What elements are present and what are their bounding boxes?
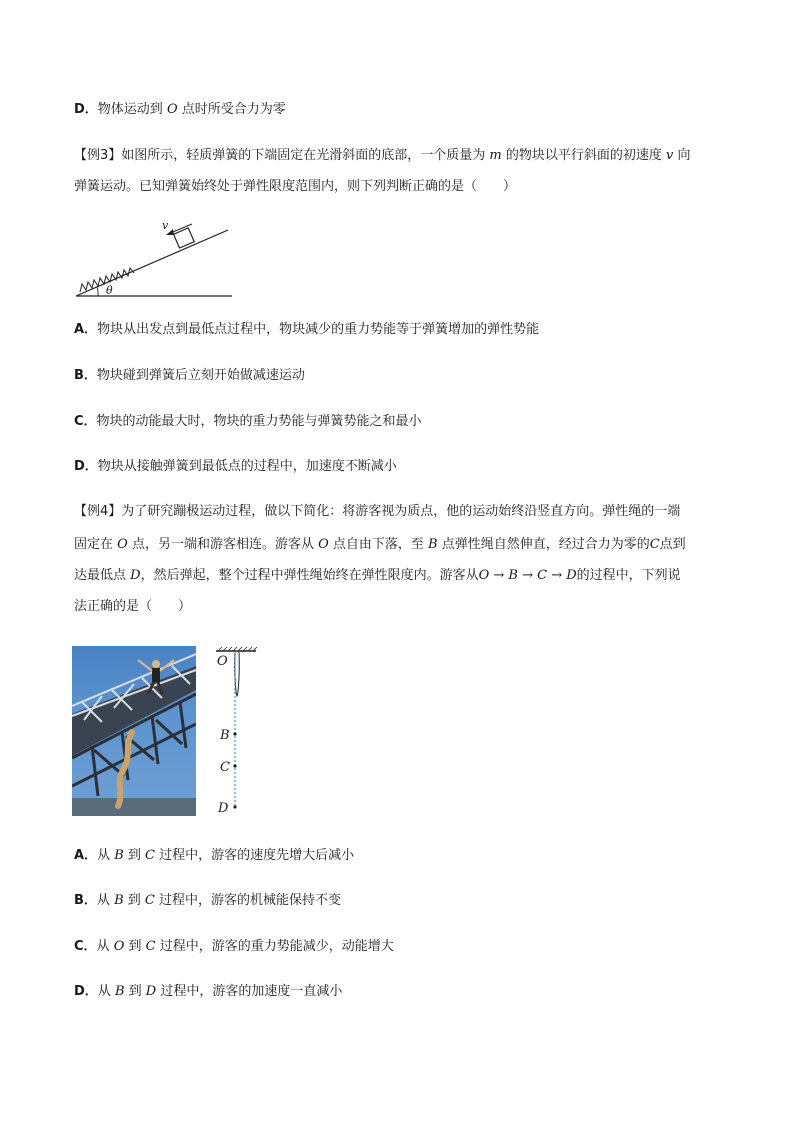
prev-option-d: D．物体运动到 O 点时所受合力为零 [74, 102, 286, 117]
angle-arc [97, 287, 98, 296]
ex3-stem-line2: 弹簧运动。已知弹簧始终处于弹性限度范围内，则下列判断正确的是（ ） [74, 179, 517, 194]
point-d [233, 805, 236, 808]
bungee-cord [118, 732, 132, 806]
angle-label: θ [106, 284, 113, 297]
velocity-label: v [162, 219, 169, 232]
incline-spring-figure [72, 216, 237, 300]
label-b: B [220, 728, 230, 743]
bungee-scene-graphic [72, 646, 196, 816]
ex3-option-c: C．物块的动能最大时，物块的重力势能与弹簧势能之和最小 [74, 414, 422, 429]
bungee-diagram [210, 646, 266, 818]
label-o: O [217, 654, 228, 669]
ex3-option-a: A．物块从出发点到最低点过程中，物块减少的重力势能等于弹簧增加的弹性势能 [74, 322, 540, 337]
ex4-stem-line1: 【例4】为了研究蹦极运动过程，做以下简化：将游客视为质点，他的运动始终沿竖直方向。弹性绳的一端 [74, 504, 681, 519]
option-letter: D． [74, 102, 98, 117]
example-tag: 【例3】 [74, 148, 122, 163]
incline-surface [76, 230, 228, 296]
ex3-option-d: D．物块从接触弹簧到最低点的过程中，加速度不断减小 [74, 459, 397, 474]
bungee-photo [72, 646, 196, 816]
point-c [233, 764, 236, 767]
point-b [233, 732, 236, 735]
label-c: C [220, 760, 230, 775]
ex4-stem-line4: 法正确的是（ ） [74, 599, 192, 614]
example-tag: 【例4】 [74, 504, 122, 519]
ex4-stem-line3: 达最低点 D，然后弹起，整个过程中弹性绳始终在弹性限度内。游客从O → B → C → D的过程中，下列说 [74, 568, 681, 583]
ex3-option-b: B．物块碰到弹簧后立刻开始做减速运动 [74, 368, 305, 383]
label-d: D [218, 801, 229, 816]
ex4-option-d: D．从 B 到 D 过程中，游客的加速度一直减小 [74, 984, 343, 999]
ex4-option-b: B．从 B 到 C 过程中，游客的机械能保持不变 [74, 893, 341, 908]
ex4-option-a: A．从 B 到 C 过程中，游客的速度先增大后减小 [74, 848, 355, 863]
ex4-option-c: C．从 O 到 C 过程中，游客的重力势能减少，动能增大 [74, 939, 394, 954]
ex3-stem-line1: 【例3】如图所示，轻质弹簧的下端固定在光滑斜面的底部，一个质量为 m 的物块以平行斜面的初速度 v 向 [74, 148, 691, 163]
ex4-stem-line2: 固定在 O 点，另一端和游客相连。游客从 O 点自由下落，至 B 点弹性绳自然伸直，经过合力为零的C点到 [74, 537, 686, 552]
